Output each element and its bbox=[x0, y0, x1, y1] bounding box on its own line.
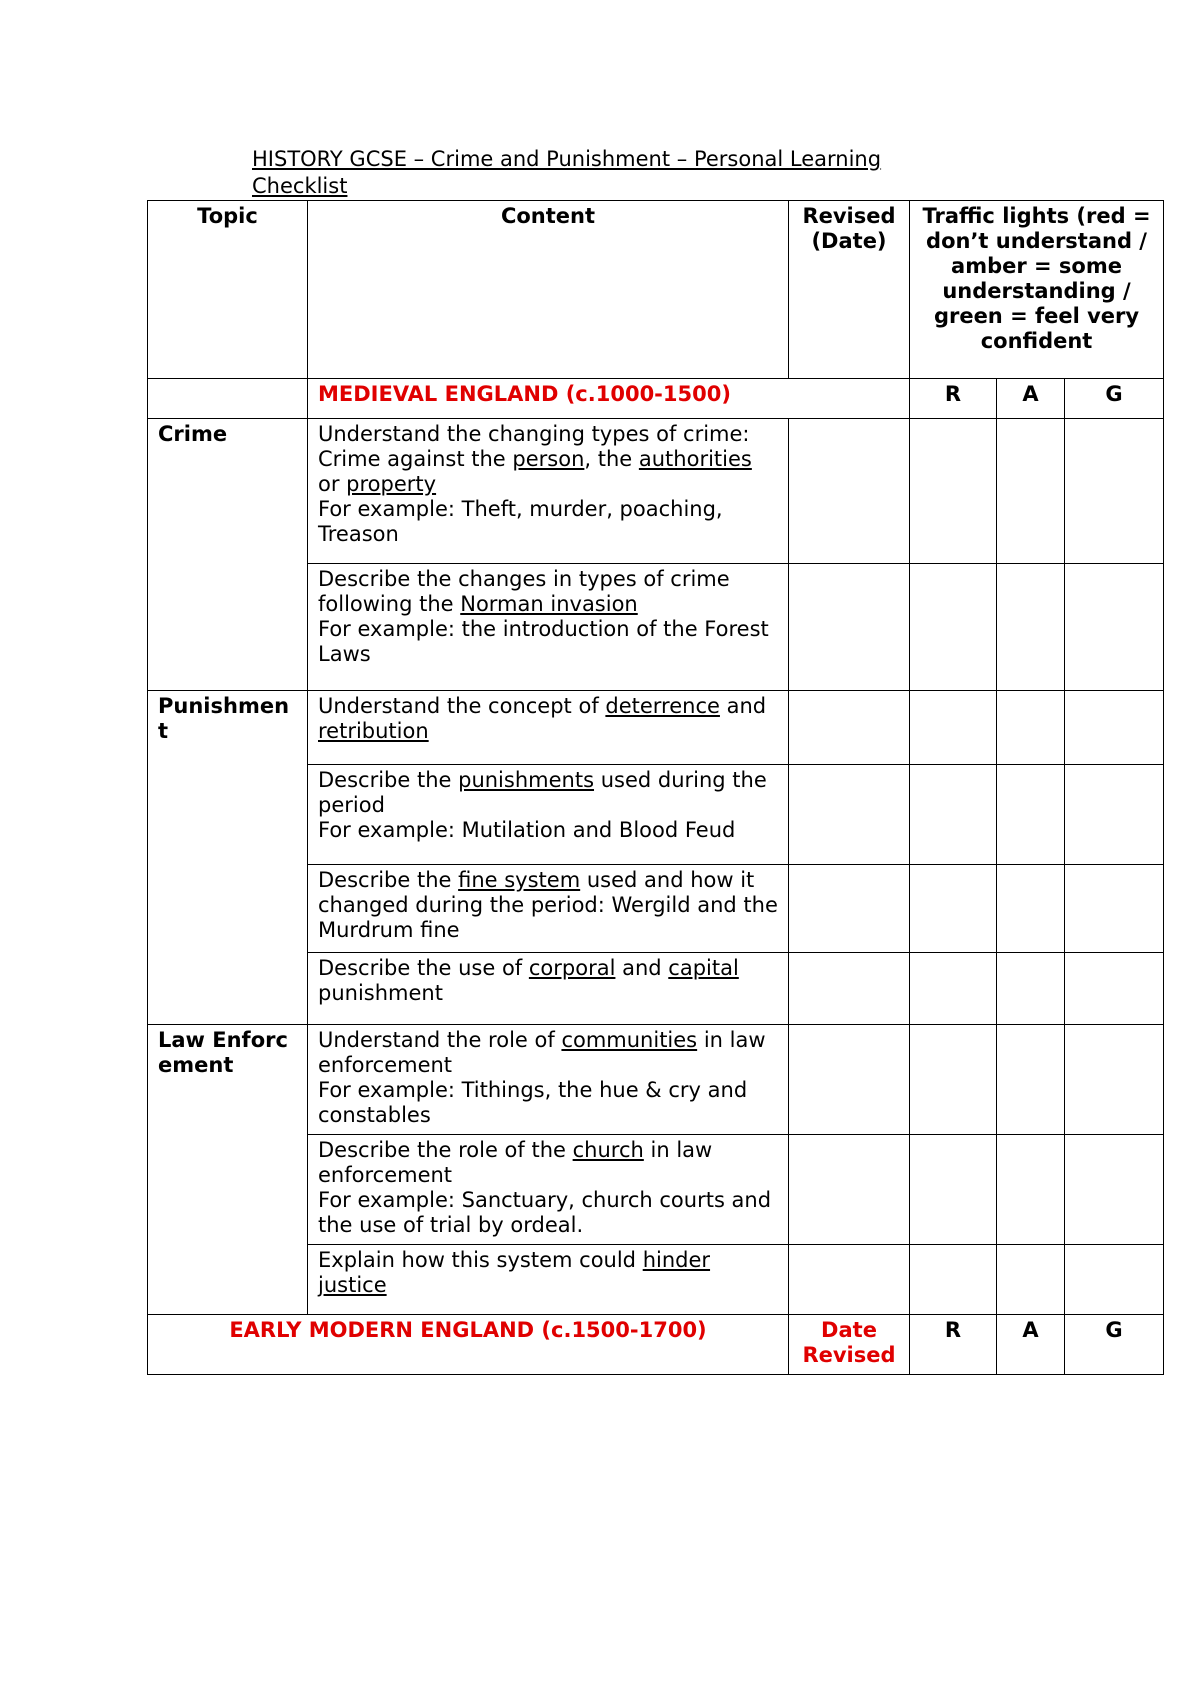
revised-date-cell[interactable] bbox=[789, 564, 910, 691]
content-cell: Understand the concept of deterrence and retribution bbox=[308, 691, 789, 765]
rag-g-cell[interactable] bbox=[1065, 691, 1164, 765]
rag-r-cell[interactable] bbox=[910, 865, 997, 953]
rag-g-label: G bbox=[1065, 379, 1164, 419]
content-cell: Describe the punishments used during the period For example: Mutilation and Blood Feud bbox=[308, 765, 789, 865]
date-revised-label: Date Revised bbox=[789, 1315, 910, 1375]
header-traffic-lights: Traffic lights (red = don’t understand / amber = some understanding / green = feel very confident bbox=[910, 201, 1164, 379]
table-row bbox=[148, 419, 1164, 564]
rag-r-cell[interactable] bbox=[910, 765, 997, 865]
rag-g-cell[interactable] bbox=[1065, 1135, 1164, 1245]
rag-g-cell[interactable] bbox=[1065, 865, 1164, 953]
rag-g-cell[interactable] bbox=[1065, 419, 1164, 564]
content-cell: Describe the changes in types of crime following the Norman invasion For example: the introduction of the Forest Laws bbox=[308, 564, 789, 691]
topic-law-enforcement: Law Enforcement bbox=[148, 1025, 308, 1315]
section-blank-cell bbox=[148, 379, 308, 419]
rag-g-cell[interactable] bbox=[1065, 1025, 1164, 1135]
rag-a-cell[interactable] bbox=[997, 1025, 1065, 1135]
revised-date-cell[interactable] bbox=[789, 1245, 910, 1315]
rag-a-label: A bbox=[997, 379, 1065, 419]
rag-g-label: G bbox=[1065, 1315, 1164, 1375]
header-content: Content bbox=[308, 201, 789, 379]
revised-date-cell[interactable] bbox=[789, 419, 910, 564]
revised-date-cell[interactable] bbox=[789, 1135, 910, 1245]
content-cell: Describe the fine system used and how it changed during the period: Wergild and the Murdrum fine bbox=[308, 865, 789, 953]
table-row bbox=[148, 691, 1164, 765]
content-cell: Understand the role of communities in law enforcement For example: Tithings, the hue & cry and constables bbox=[308, 1025, 789, 1135]
rag-a-cell[interactable] bbox=[997, 865, 1065, 953]
rag-r-cell[interactable] bbox=[910, 1245, 997, 1315]
document-title: HISTORY GCSE – Crime and Punishment – Personal Learning Checklist bbox=[252, 147, 882, 198]
rag-r-label: R bbox=[910, 379, 997, 419]
content-cell: Explain how this system could hinder justice bbox=[308, 1245, 789, 1315]
header-topic: Topic bbox=[148, 201, 308, 379]
rag-a-label: A bbox=[997, 1315, 1065, 1375]
topic-crime: Crime bbox=[148, 419, 308, 691]
rag-a-cell[interactable] bbox=[997, 564, 1065, 691]
content-cell: Describe the role of the church in law enforcement For example: Sanctuary, church courts and the use of trial by ordeal. bbox=[308, 1135, 789, 1245]
rag-g-cell[interactable] bbox=[1065, 1245, 1164, 1315]
revised-date-cell[interactable] bbox=[789, 953, 910, 1025]
rag-g-cell[interactable] bbox=[1065, 953, 1164, 1025]
table-row bbox=[148, 1025, 1164, 1135]
section-row-early-modern bbox=[148, 1315, 1164, 1375]
rag-r-cell[interactable] bbox=[910, 1025, 997, 1135]
section-title-early-modern: EARLY MODERN ENGLAND (c.1500-1700) bbox=[148, 1315, 789, 1375]
rag-g-cell[interactable] bbox=[1065, 765, 1164, 865]
header-row bbox=[148, 201, 1164, 379]
rag-a-cell[interactable] bbox=[997, 419, 1065, 564]
rag-r-cell[interactable] bbox=[910, 564, 997, 691]
section-title-medieval: MEDIEVAL ENGLAND (c.1000-1500) bbox=[308, 379, 910, 419]
topic-punishment: Punishment bbox=[148, 691, 308, 1025]
rag-r-label: R bbox=[910, 1315, 997, 1375]
revised-date-cell[interactable] bbox=[789, 865, 910, 953]
revised-date-cell[interactable] bbox=[789, 691, 910, 765]
revised-date-cell[interactable] bbox=[789, 765, 910, 865]
rag-a-cell[interactable] bbox=[997, 691, 1065, 765]
section-row-medieval bbox=[148, 379, 1164, 419]
revised-date-cell[interactable] bbox=[789, 1025, 910, 1135]
checklist-table bbox=[147, 200, 1164, 1375]
header-revised: Revised (Date) bbox=[789, 201, 910, 379]
rag-r-cell[interactable] bbox=[910, 953, 997, 1025]
rag-r-cell[interactable] bbox=[910, 1135, 997, 1245]
content-cell: Describe the use of corporal and capital punishment bbox=[308, 953, 789, 1025]
rag-a-cell[interactable] bbox=[997, 1245, 1065, 1315]
rag-r-cell[interactable] bbox=[910, 691, 997, 765]
rag-g-cell[interactable] bbox=[1065, 564, 1164, 691]
rag-a-cell[interactable] bbox=[997, 765, 1065, 865]
content-cell: Understand the changing types of crime: Crime against the person, the authorities or property For example: Theft, murder, poaching, Treason bbox=[308, 419, 789, 564]
rag-r-cell[interactable] bbox=[910, 419, 997, 564]
rag-a-cell[interactable] bbox=[997, 953, 1065, 1025]
rag-a-cell[interactable] bbox=[997, 1135, 1065, 1245]
